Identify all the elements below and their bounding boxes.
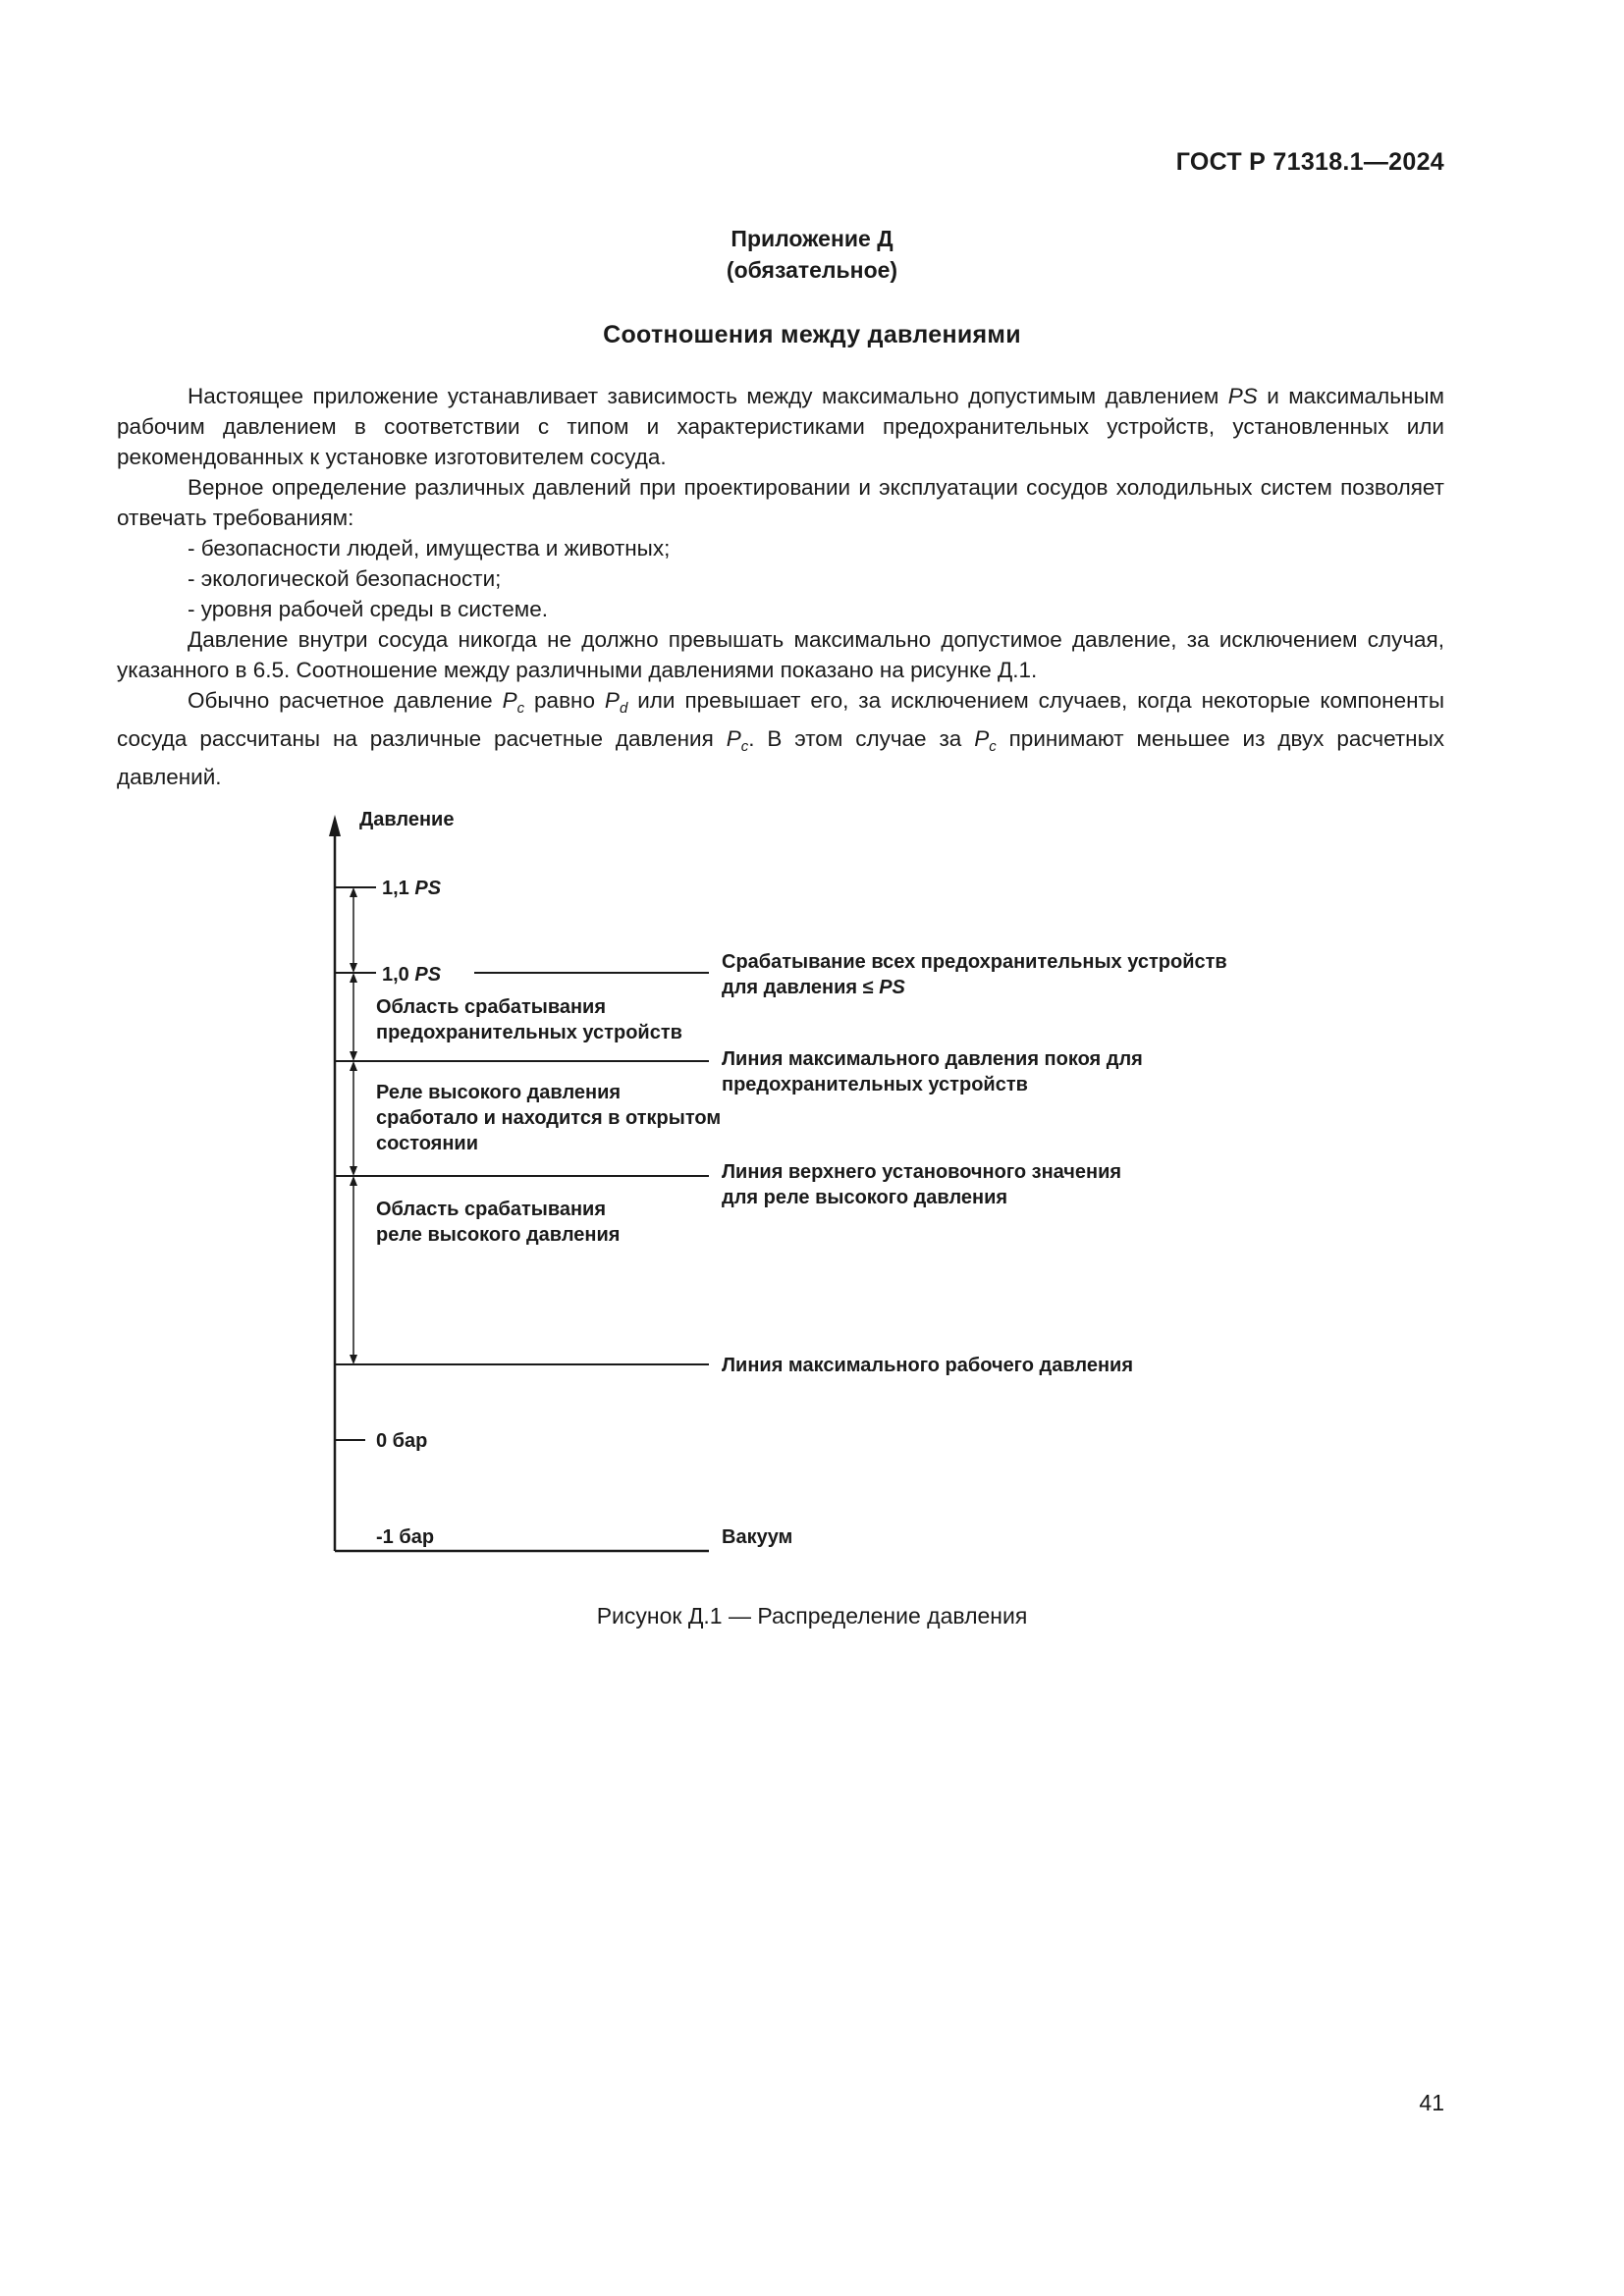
level-0-bar-label: 0 бар xyxy=(376,1430,428,1452)
paragraph-2: Верное определение различных давлений при проектировании и эксплуатации сосудов холодильных систем позволяет отвечать требованиям: xyxy=(117,475,1444,530)
axis-arrow-icon xyxy=(329,815,341,836)
paragraph-4: Обычно расчетное давление $P_c$ равно $P_d$ или превышает его, за исключением случаев, когда некоторые компоненты сосуда рассчитаны на различные расчетные давления $P_c$. В этом случае за $P_c$ принимают меньшее из двух расчетных давлений. xyxy=(117,688,1444,789)
section-title: Соотношения между давлениями xyxy=(603,321,1021,348)
level-1-0-ps-label: 1,0 PS xyxy=(382,964,442,986)
line-all-devices-label: Срабатывание всех предохранительных устройств для давления ≤ PS xyxy=(722,951,1227,998)
axis-label: Давление xyxy=(359,809,455,830)
level-minus-1-bar-label: -1 бар xyxy=(376,1526,435,1548)
appendix-status: (обязательное) xyxy=(726,257,898,283)
line-max-work-label: Линия максимального рабочего давления xyxy=(722,1355,1133,1376)
zone-safety-label: Область срабатывания предохранительных устройств xyxy=(376,996,682,1043)
line-upper-setting-label: Линия верхнего установочного значения для реле высокого давления xyxy=(722,1161,1122,1208)
paragraph-1: Настоящее приложение устанавливает зависимость между максимально допустимым давлением PS и максимальным рабочим давлением в соответствии с типом и характеристиками предохранительных устройств, установленных или рекомендованных к установке изготовителем сосуда. xyxy=(117,384,1444,469)
line-max-rest-label: Линия максимального давления покоя для предохранительных устройств xyxy=(722,1048,1143,1095)
list-item: - экологической безопасности; xyxy=(188,566,502,591)
line-vacuum-label: Вакуум xyxy=(722,1526,793,1548)
zone-relay-label: Область срабатывания реле высокого давления xyxy=(376,1199,621,1246)
document-code: ГОСТ Р 71318.1—2024 xyxy=(1175,148,1444,176)
zone-relay-open-label: Реле высокого давления сработало и находится в открытом состоянии xyxy=(376,1082,722,1154)
appendix-title: Приложение Д xyxy=(731,226,893,251)
list-item: - безопасности людей, имущества и животных; xyxy=(188,536,671,561)
page-number: 41 xyxy=(1419,2090,1444,2115)
figure-caption: Рисунок Д.1 — Распределение давления xyxy=(596,1603,1028,1629)
list-item: - уровня рабочей среды в системе. xyxy=(188,597,548,621)
paragraph-3: Давление внутри сосуда никогда не должно превышать максимально допустимое давление, за исключением случая, указанного в 6.5. Соотношение между различными давлениями показано на рисунке Д.1. xyxy=(117,627,1444,682)
level-1-1-ps-label: 1,1 PS xyxy=(382,878,442,899)
